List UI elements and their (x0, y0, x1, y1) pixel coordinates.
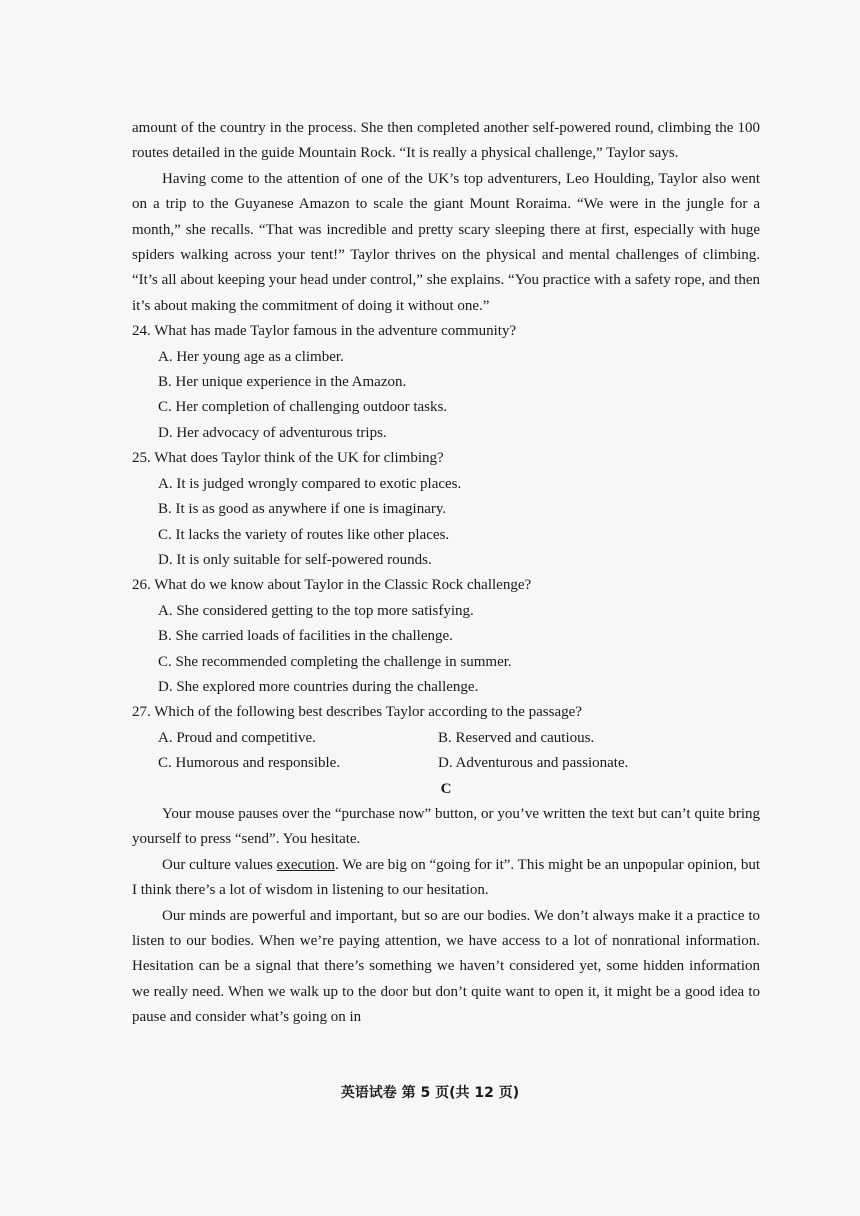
question-27 (132, 700, 760, 776)
option-a: A. Her young age as a climber. (158, 348, 344, 365)
options-grid (158, 726, 760, 777)
section-heading-c: C (440, 780, 452, 797)
option-a: A. It is judged wrongly compared to exotic places. (158, 475, 462, 492)
question-stem: 24. What has made Taylor famous in the adventure community? (132, 323, 517, 340)
passage-b-paragraph-2: Having come to the attention of one of the UK’s top adventurers, Leo Houlding, Taylor also went on a trip to the Guyanese Amazon to scale the giant Mount Roraima. “We were in the jungle for a month,” she recalls. “That was incredible and pretty scary sleeping there at first, especially with huge spiders walking across your tent!” Taylor thrives on the physical and mental challenges of climbing. “It’s all about keeping your head under control,” she explains. “You practice with a safety rope, and then it’s about making the commitment of doing it without one.” (132, 170, 760, 314)
option-c: C. She recommended completing the challenge in summer. (158, 653, 512, 670)
page-footer: 英语试卷 第 5 页(共 12 页) (340, 1085, 520, 1101)
option-b: B. It is as good as anywhere if one is imaginary. (158, 501, 447, 518)
page-content (132, 116, 760, 1031)
option-a: A. Proud and competitive. (158, 729, 316, 746)
passage-b-paragraph-1: amount of the country in the process. She then completed another self-powered round, climbing the 100 routes detailed in the guide Mountain Rock. “It is really a physical challenge,” Taylor says. (132, 120, 760, 162)
option-d: D. It is only suitable for self-powered rounds. (158, 551, 432, 568)
passage-c-paragraph-2 (132, 853, 760, 904)
paragraph-text-end: . We are big on “going for it”. This might be an unpopular opinion, but I think there’s a lot of wisdom in listening to our hesitation. (132, 856, 760, 899)
question-25 (132, 446, 760, 573)
option-c: C. Her completion of challenging outdoor tasks. (158, 399, 448, 416)
passage-c-paragraph-3: Our minds are powerful and important, but so are our bodies. We don’t always make it a practice to listen to our bodies. When we’re paying attention, we have access to a lot of nonrational information. Hesitation can be a signal that there’s something we haven’t considered yet, some hidden information we really need. When we walk up to the door but don’t quite want to open it, it might be a good idea to pause and consider what’s going on in (132, 907, 760, 1026)
question-stem: 25. What does Taylor think of the UK for climbing? (132, 450, 444, 467)
option-c: C. It lacks the variety of routes like other places. (158, 526, 450, 543)
question-stem: 27. Which of the following best describes Taylor according to the passage? (132, 704, 582, 721)
option-b: B. Her unique experience in the Amazon. (158, 374, 407, 391)
question-26 (132, 573, 760, 700)
option-d: D. Her advocacy of adventurous trips. (158, 424, 387, 441)
question-stem: 26. What do we know about Taylor in the Classic Rock challenge? (132, 577, 532, 594)
underlined-word: execution (276, 856, 335, 873)
option-b: B. She carried loads of facilities in the challenge. (158, 628, 453, 645)
question-24 (132, 319, 760, 446)
paragraph-text-start: Our culture values (162, 856, 277, 873)
option-a: A. She considered getting to the top more satisfying. (158, 602, 474, 619)
passage-c-paragraph-1: Your mouse pauses over the “purchase now” button, or you’ve written the text but can’t quite bring yourself to press “send”. You hesitate. (132, 805, 760, 848)
option-c: C. Humorous and responsible. (158, 755, 341, 772)
option-d: D. She explored more countries during the challenge. (158, 678, 479, 695)
option-b: B. Reserved and cautious. (438, 729, 595, 746)
option-d: D. Adventurous and passionate. (438, 755, 629, 772)
